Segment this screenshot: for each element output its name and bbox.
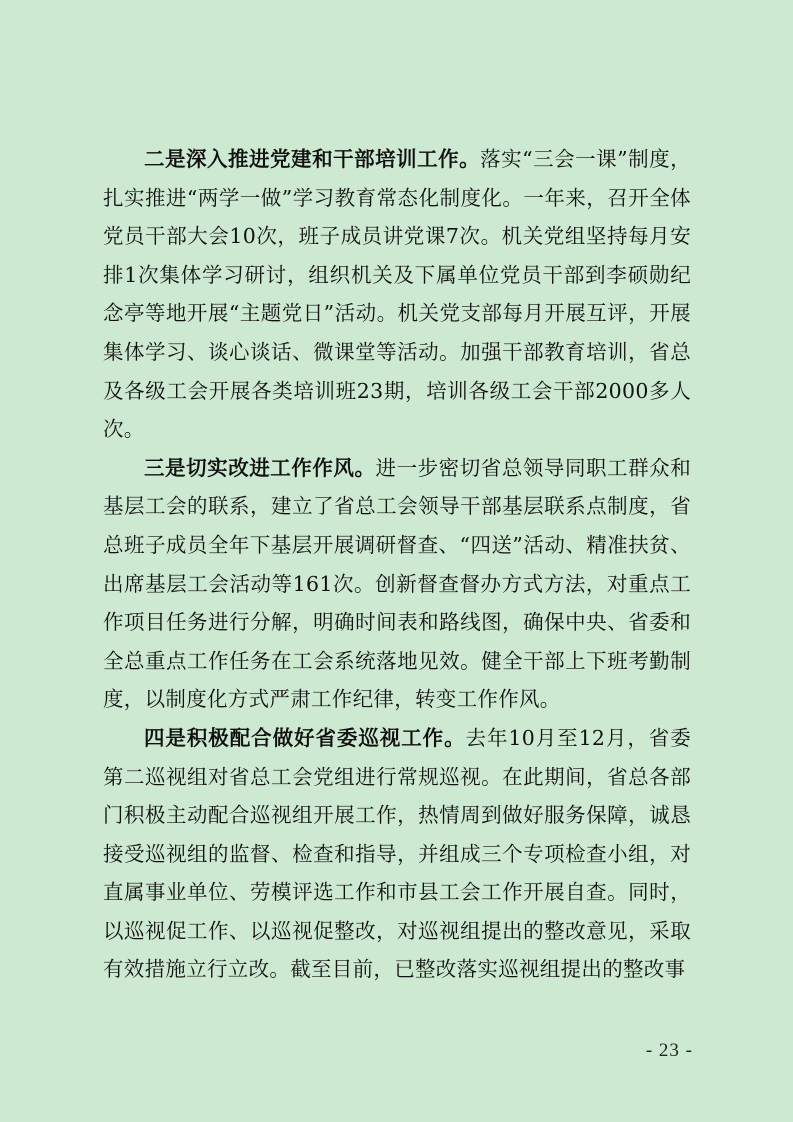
paragraph-heading: 二是深入推进党建和干部培训工作。: [144, 147, 481, 171]
paragraph-heading: 四是积极配合做好省委巡视工作。: [144, 725, 466, 750]
paragraph-heading: 三是切实改进工作作风。: [144, 455, 376, 480]
document-body: [103, 140, 691, 989]
paragraph-text: 去年10月至12月，省委第二巡视组对省总工会党组进行常规巡视。在此期间，省总各部门积极主动配合巡视组开展工作，热情周到做好服务保障，诚恳接受巡视组的监督、检查和指导，并组成三个专项检查小组，对直属事业单位、劳模评选工作和市县工会工作开展自查。同时，以巡视促工作、以巡视促整改，对巡视组提出的整改意见，采取有效措施立行立改。截至目前，已整改落实巡视组提出的整改事: [103, 725, 691, 982]
paragraph-inspection: [103, 719, 691, 989]
page-number: - 23 -: [645, 1040, 693, 1061]
paragraph-text: 落实“三会一课”制度，扎实推进“两学一做”学习教育常态化制度化。一年来，召开全体党员干部大会10次，班子成员讲党课7次。机关党组坚持每月安排1次集体学习研讨，组织机关及下属单位党员干部到李硕勋纪念亭等地开展“主题党日”活动。机关党支部每月开展互评，开展集体学习、谈心谈话、微课堂等活动。加强干部教育培训，省总及各级工会开展各类培训班23期，培训各级工会干部2000多人次。: [103, 147, 691, 442]
paragraph-work-style: [103, 449, 691, 719]
paragraph-text: 进一步密切省总领导同职工群众和基层工会的联系，建立了省总工会领导干部基层联系点制度，省总班子成员全年下基层开展调研督查、“四送”活动、精准扶贫、出席基层工会活动等161次。创新督查督办方式方法，对重点工作项目任务进行分解，明确时间表和路线图，确保中央、省委和全总重点工作任务在工会系统落地见效。健全干部上下班考勤制度，以制度化方式严肃工作纪律，转变工作作风。: [103, 455, 691, 712]
paragraph-party-building: [103, 140, 691, 449]
